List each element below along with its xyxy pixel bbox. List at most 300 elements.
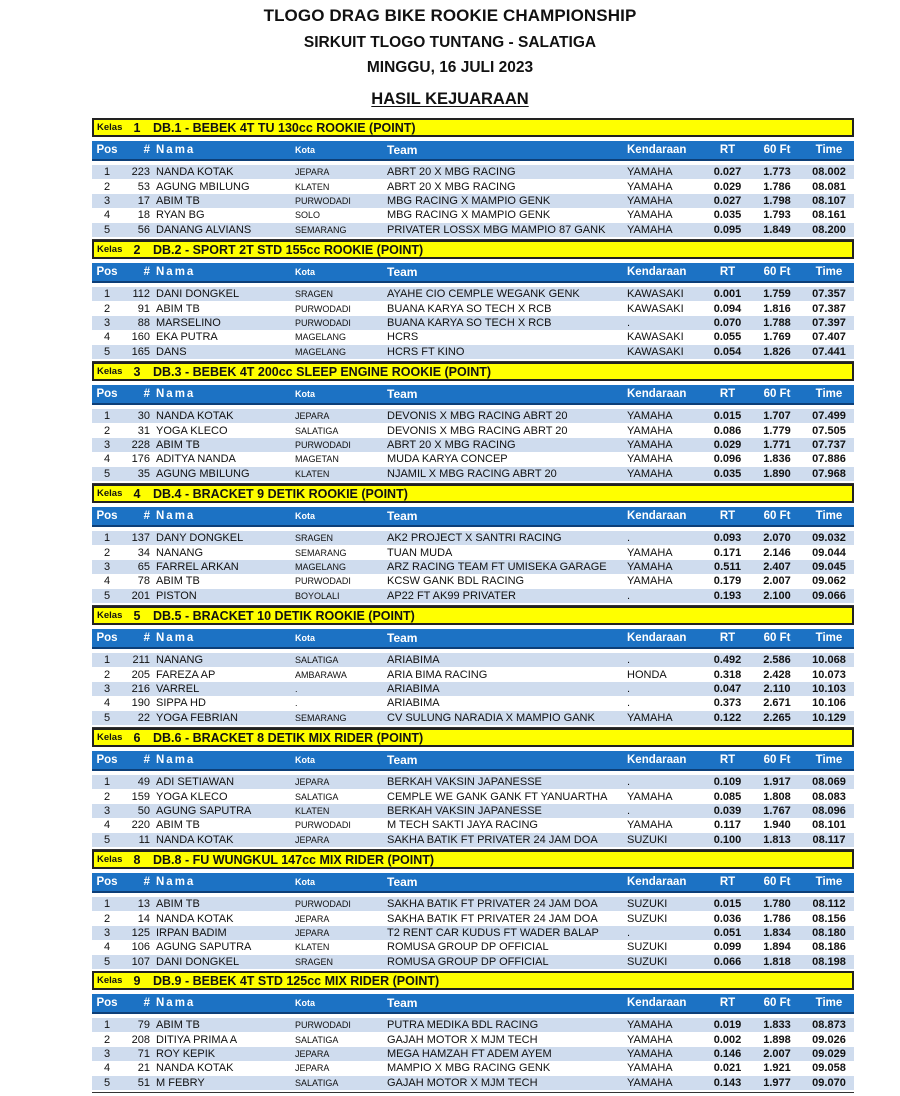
- cell-time: 09.066: [812, 589, 846, 602]
- cell-team: AK2 PROJECT X SANTRI RACING: [387, 532, 562, 545]
- cell-rt: 0.001: [713, 288, 742, 301]
- cell-num: 49: [137, 776, 150, 789]
- cell-num: 228: [131, 438, 150, 451]
- cell-pos: 2: [103, 1033, 111, 1046]
- table-row: [92, 667, 854, 681]
- cell-kendaraan: YAMAHA: [627, 790, 673, 803]
- cell-team: PUTRA MEDIKA BDL RACING: [387, 1019, 539, 1032]
- class-name: DB.3 - BEBEK 4T 200cc SLEEP ENGINE ROOKIE (POINT): [153, 364, 492, 379]
- column-header-pos: Pos: [96, 754, 118, 766]
- cell-pos: 5: [103, 467, 111, 480]
- cell-ft60: 1.769: [763, 331, 791, 344]
- column-header-num: #: [143, 388, 150, 400]
- table-row: [92, 589, 854, 603]
- cell-ft60: 1.890: [763, 467, 791, 480]
- cell-kota: KLATEN: [295, 468, 330, 479]
- cell-time: 10.129: [812, 711, 846, 724]
- column-header-ft60: 60 Ft: [763, 997, 791, 1009]
- cell-team: AYAHE CIO CEMPLE WEGANK GENK: [387, 288, 580, 301]
- cell-kota: JEPARA: [295, 411, 330, 422]
- cell-time: 08.180: [812, 926, 846, 939]
- cell-rt: 0.086: [713, 424, 742, 437]
- table-row: [92, 696, 854, 710]
- cell-kota: SALATIGA: [295, 425, 339, 436]
- cell-team: DEVONIS X MBG RACING ABRT 20: [387, 424, 568, 437]
- cell-kendaraan: YAMAHA: [627, 453, 673, 466]
- cell-nama: ROY KEPIK: [156, 1047, 216, 1060]
- column-header-time: Time: [815, 144, 843, 156]
- cell-ft60: 2.070: [763, 532, 791, 545]
- class-name: DB.6 - BRACKET 8 DETIK MIX RIDER (POINT): [153, 730, 424, 745]
- cell-time: 08.069: [812, 776, 846, 789]
- cell-nama: NANDA KOTAK: [156, 833, 234, 846]
- cell-team: BERKAH VAKSIN JAPANESSE: [387, 804, 542, 817]
- cell-kendaraan: KAWASAKI: [627, 345, 684, 358]
- cell-kendaraan: SUZUKI: [627, 955, 668, 968]
- kelas-label: Kelas: [97, 122, 123, 133]
- cell-num: 56: [137, 223, 150, 236]
- cell-kendaraan: YAMAHA: [627, 1076, 673, 1089]
- cell-nama: NANANG: [156, 654, 204, 667]
- cell-kota: .: [295, 683, 298, 694]
- cell-nama: ABIM TB: [156, 438, 200, 451]
- column-header-pos: Pos: [96, 266, 118, 278]
- column-header-kota: Kota: [295, 267, 315, 277]
- cell-ft60: 1.779: [763, 424, 791, 437]
- cell-time: 08.112: [812, 898, 846, 911]
- cell-num: 165: [131, 345, 150, 358]
- cell-kota: PURWODADI: [295, 576, 351, 587]
- cell-rt: 0.054: [713, 345, 742, 358]
- cell-pos: 5: [103, 589, 111, 602]
- table-row: [92, 1018, 854, 1032]
- cell-num: 201: [131, 589, 150, 602]
- cell-rt: 0.085: [713, 790, 742, 803]
- column-header-kendaraan: Kendaraan: [627, 876, 687, 888]
- cell-num: 50: [137, 804, 150, 817]
- cell-kota: SOLO: [295, 210, 321, 221]
- kelas-label: Kelas: [97, 732, 123, 743]
- column-header-num: #: [143, 266, 150, 278]
- cell-nama: VARREL: [156, 682, 200, 695]
- table-row: [92, 833, 854, 847]
- cell-kota: SEMARANG: [295, 547, 347, 558]
- column-header-kendaraan: Kendaraan: [627, 144, 687, 156]
- cell-kendaraan: .: [627, 316, 631, 329]
- cell-kota: PURWODADI: [295, 317, 351, 328]
- table-row: [92, 301, 854, 315]
- cell-kota: MAGELANG: [295, 561, 347, 572]
- cell-num: 176: [131, 453, 150, 466]
- cell-num: 220: [131, 819, 150, 832]
- cell-ft60: 2.407: [763, 560, 791, 573]
- kelas-label: Kelas: [97, 366, 123, 377]
- class-section: [92, 728, 854, 850]
- table-body: [92, 1018, 854, 1093]
- cell-num: 112: [132, 288, 150, 301]
- cell-pos: 5: [103, 345, 111, 358]
- column-header-rt: RT: [719, 997, 736, 1009]
- cell-ft60: 2.007: [763, 1047, 791, 1060]
- class-number: 4: [133, 486, 141, 501]
- cell-pos: 3: [103, 1047, 111, 1060]
- column-header-rt: RT: [719, 876, 736, 888]
- cell-rt: 0.019: [713, 1019, 742, 1032]
- cell-rt: 0.036: [713, 912, 742, 925]
- cell-kota: MAGETAN: [295, 454, 339, 465]
- cell-team: ABRT 20 X MBG RACING: [387, 180, 516, 193]
- cell-team: ROMUSA GROUP DP OFFICIAL: [387, 955, 549, 968]
- cell-ft60: 1.793: [763, 209, 791, 222]
- cell-kota: SRAGEN: [295, 956, 334, 967]
- cell-num: 34: [137, 546, 150, 559]
- cell-rt: 0.193: [713, 589, 742, 602]
- column-header-num: #: [143, 510, 150, 522]
- cell-time: 10.073: [812, 668, 846, 681]
- cell-time: 07.441: [812, 345, 846, 358]
- cell-pos: 1: [103, 1019, 111, 1032]
- cell-ft60: 1.780: [763, 898, 791, 911]
- table-row: [92, 208, 854, 222]
- cell-nama: DANANG ALVIANS: [156, 223, 252, 236]
- cell-team: ARZ RACING TEAM FT UMISEKA GARAGE: [387, 560, 607, 573]
- cell-team: CEMPLE WE GANK GANK FT YANUARTHA: [387, 790, 608, 803]
- cell-time: 09.062: [812, 575, 846, 588]
- cell-ft60: 1.767: [763, 804, 791, 817]
- cell-pos: 3: [103, 194, 111, 207]
- cell-nama: AGUNG MBILUNG: [156, 467, 250, 480]
- cell-pos: 5: [103, 1076, 111, 1089]
- cell-kendaraan: YAMAHA: [627, 546, 673, 559]
- cell-ft60: 2.110: [763, 682, 791, 695]
- table-row: [92, 804, 854, 818]
- column-header-nama: Nama: [156, 266, 196, 278]
- cell-nama: AGUNG SAPUTRA: [156, 941, 252, 954]
- cell-nama: PISTON: [156, 589, 197, 602]
- cell-kota: JEPARA: [295, 777, 330, 788]
- class-section: [92, 484, 854, 606]
- column-header-pos: Pos: [96, 388, 118, 400]
- cell-rt: 0.027: [713, 166, 742, 179]
- cell-num: 190: [131, 697, 150, 710]
- cell-kendaraan: YAMAHA: [627, 410, 673, 423]
- table-row: [92, 165, 854, 179]
- column-header-kota: Kota: [295, 511, 315, 521]
- table-header: [92, 385, 854, 405]
- table-body: [92, 409, 854, 484]
- table-header: [92, 994, 854, 1014]
- cell-time: 08.156: [812, 912, 846, 925]
- cell-time: 07.737: [812, 438, 846, 451]
- cell-team: CV SULUNG NARADIA X MAMPIO GANK: [387, 711, 595, 724]
- column-header-time: Time: [815, 510, 843, 522]
- cell-num: 18: [137, 209, 150, 222]
- cell-time: 08.200: [812, 223, 846, 236]
- cell-time: 08.186: [812, 941, 846, 954]
- cell-nama: NANANG: [156, 546, 204, 559]
- cell-rt: 0.109: [713, 776, 742, 789]
- column-header-nama: Nama: [156, 510, 196, 522]
- column-header-rt: RT: [719, 510, 736, 522]
- column-header-kota: Kota: [295, 755, 315, 765]
- cell-rt: 0.096: [713, 453, 742, 466]
- cell-nama: ABIM TB: [156, 898, 200, 911]
- cell-ft60: 1.849: [763, 223, 791, 236]
- column-header-pos: Pos: [96, 632, 118, 644]
- cell-rt: 0.117: [714, 819, 741, 832]
- cell-kendaraan: .: [627, 589, 631, 602]
- cell-time: 08.161: [812, 209, 846, 222]
- cell-pos: 1: [103, 532, 111, 545]
- cell-team: SAKHA BATIK FT PRIVATER 24 JAM DOA: [387, 833, 598, 846]
- cell-kendaraan: HONDA: [627, 668, 667, 681]
- cell-kota: MAGELANG: [295, 346, 347, 357]
- cell-num: 22: [137, 711, 150, 724]
- table-row: [92, 911, 854, 925]
- table-row: [92, 818, 854, 832]
- cell-num: 208: [131, 1033, 150, 1046]
- cell-nama: ABIM TB: [156, 575, 200, 588]
- column-header-team: Team: [387, 387, 418, 401]
- cell-kota: BOYOLALI: [295, 590, 340, 601]
- column-header-nama: Nama: [156, 876, 196, 888]
- class-section: [92, 118, 854, 240]
- column-header-kendaraan: Kendaraan: [627, 510, 687, 522]
- cell-ft60: 1.834: [763, 926, 791, 939]
- cell-num: 65: [137, 560, 150, 573]
- cell-kota: SALATIGA: [295, 1034, 339, 1045]
- column-header-rt: RT: [719, 266, 736, 278]
- cell-pos: 1: [103, 776, 111, 789]
- column-header-ft60: 60 Ft: [763, 876, 791, 888]
- column-header-kendaraan: Kendaraan: [627, 388, 687, 400]
- column-header-rt: RT: [719, 754, 736, 766]
- cell-nama: AGUNG SAPUTRA: [156, 804, 252, 817]
- column-header-team: Team: [387, 265, 418, 279]
- cell-pos: 2: [103, 668, 111, 681]
- cell-ft60: 1.818: [763, 955, 791, 968]
- cell-team: DEVONIS X MBG RACING ABRT 20: [387, 410, 568, 423]
- cell-nama: MARSELINO: [156, 316, 221, 329]
- cell-rt: 0.039: [713, 804, 742, 817]
- event-date: MINGGU, 16 JULI 2023: [366, 59, 534, 76]
- class-section: [92, 240, 854, 362]
- column-header-nama: Nama: [156, 388, 196, 400]
- cell-time: 09.032: [812, 532, 846, 545]
- cell-kendaraan: YAMAHA: [627, 1047, 673, 1060]
- cell-nama: NANDA KOTAK: [156, 912, 234, 925]
- cell-kendaraan: YAMAHA: [627, 209, 673, 222]
- column-header-rt: RT: [719, 388, 736, 400]
- class-section: [92, 606, 854, 728]
- cell-team: M TECH SAKTI JAYA RACING: [387, 819, 538, 832]
- column-header-nama: Nama: [156, 632, 196, 644]
- cell-pos: 3: [103, 926, 111, 939]
- cell-ft60: 1.798: [763, 194, 791, 207]
- column-header-time: Time: [815, 266, 843, 278]
- column-header-pos: Pos: [96, 876, 118, 888]
- cell-ft60: 2.265: [763, 711, 791, 724]
- cell-pos: 3: [103, 438, 111, 451]
- cell-time: 07.387: [812, 302, 846, 315]
- class-title-bar: [92, 850, 854, 869]
- cell-rt: 0.511: [714, 560, 741, 573]
- cell-team: ABRT 20 X MBG RACING: [387, 166, 516, 179]
- class-title-bar: [92, 118, 854, 137]
- column-header-num: #: [143, 632, 150, 644]
- table-row: [92, 194, 854, 208]
- cell-pos: 2: [103, 912, 111, 925]
- cell-nama: ABIM TB: [156, 1019, 200, 1032]
- table-header: [92, 751, 854, 771]
- table-row: [92, 438, 854, 452]
- column-header-team: Team: [387, 509, 418, 523]
- results-heading-text: HASIL KEJUARAAN: [371, 90, 529, 108]
- cell-kendaraan: SUZUKI: [627, 833, 668, 846]
- cell-kendaraan: SUZUKI: [627, 941, 668, 954]
- class-name: DB.9 - BEBEK 4T STD 125cc MIX RIDER (POINT): [153, 973, 440, 988]
- cell-rt: 0.047: [713, 682, 742, 695]
- table-row: [92, 574, 854, 588]
- column-header-time: Time: [815, 997, 843, 1009]
- cell-num: 31: [137, 424, 150, 437]
- cell-nama: M FEBRY: [156, 1076, 205, 1089]
- cell-team: ABRT 20 X MBG RACING: [387, 438, 516, 451]
- column-header-team: Team: [387, 875, 418, 889]
- column-header-kota: Kota: [295, 389, 315, 399]
- cell-nama: ADI SETIAWAN: [156, 776, 235, 789]
- column-header-nama: Nama: [156, 144, 196, 156]
- kelas-label: Kelas: [97, 610, 123, 621]
- cell-num: 223: [131, 166, 150, 179]
- cell-rt: 0.099: [713, 941, 742, 954]
- cell-rt: 0.015: [713, 410, 742, 423]
- cell-kendaraan: YAMAHA: [627, 223, 673, 236]
- column-header-pos: Pos: [96, 144, 118, 156]
- table-row: [92, 1061, 854, 1075]
- cell-num: 160: [131, 331, 150, 344]
- cell-rt: 0.029: [713, 438, 742, 451]
- cell-team: ARIABIMA: [387, 654, 440, 667]
- cell-kota: JEPARA: [295, 167, 330, 178]
- cell-kendaraan: .: [627, 697, 631, 710]
- column-header-ft60: 60 Ft: [763, 632, 791, 644]
- cell-ft60: 1.786: [763, 912, 791, 925]
- column-header-time: Time: [815, 876, 843, 888]
- cell-pos: 5: [103, 223, 111, 236]
- table-row: [92, 940, 854, 954]
- cell-nama: DANY DONGKEL: [156, 532, 244, 545]
- cell-kota: SRAGEN: [295, 533, 334, 544]
- cell-kendaraan: YAMAHA: [627, 711, 673, 724]
- cell-team: MBG RACING X MAMPIO GENK: [387, 194, 551, 207]
- cell-pos: 4: [103, 819, 111, 832]
- cell-ft60: 2.007: [763, 575, 791, 588]
- cell-team: ARIABIMA: [387, 682, 440, 695]
- class-number: 5: [133, 608, 141, 623]
- cell-num: 79: [137, 1019, 150, 1032]
- column-header-num: #: [143, 876, 150, 888]
- cell-nama: ABIM TB: [156, 819, 200, 832]
- class-number: 1: [133, 120, 141, 135]
- cell-nama: FARREL ARKAN: [156, 560, 239, 573]
- cell-team: GAJAH MOTOR X MJM TECH: [387, 1033, 538, 1046]
- cell-kendaraan: YAMAHA: [627, 467, 673, 480]
- class-title-bar: [92, 971, 854, 990]
- cell-rt: 0.318: [713, 668, 742, 681]
- column-header-kota: Kota: [295, 998, 315, 1008]
- cell-rt: 0.035: [713, 467, 742, 480]
- cell-ft60: 1.921: [763, 1062, 791, 1075]
- cell-pos: 4: [103, 1062, 111, 1075]
- cell-time: 09.044: [812, 546, 846, 559]
- table-row: [92, 775, 854, 789]
- cell-rt: 0.093: [713, 532, 742, 545]
- cell-pos: 1: [103, 288, 111, 301]
- cell-ft60: 1.836: [763, 453, 791, 466]
- cell-num: 13: [137, 898, 150, 911]
- cell-ft60: 1.773: [763, 166, 791, 179]
- cell-time: 08.117: [812, 833, 846, 846]
- class-title-bar: [92, 484, 854, 503]
- column-header-kota: Kota: [295, 145, 315, 155]
- cell-nama: FAREZA AP: [156, 668, 216, 681]
- table-row: [92, 287, 854, 301]
- column-header-ft60: 60 Ft: [763, 510, 791, 522]
- cell-rt: 0.066: [713, 955, 742, 968]
- cell-kendaraan: YAMAHA: [627, 1019, 673, 1032]
- kelas-label: Kelas: [97, 488, 123, 499]
- cell-kota: SALATIGA: [295, 1077, 339, 1088]
- table-body: [92, 531, 854, 606]
- table-header: [92, 141, 854, 161]
- table-row: [92, 1047, 854, 1061]
- cell-num: 205: [131, 668, 150, 681]
- cell-nama: ABIM TB: [156, 194, 200, 207]
- cell-kendaraan: KAWASAKI: [627, 331, 684, 344]
- cell-kota: SALATIGA: [295, 791, 339, 802]
- cell-num: 91: [137, 302, 150, 315]
- cell-team: BERKAH VAKSIN JAPANESSE: [387, 776, 542, 789]
- table-row: [92, 955, 854, 969]
- column-header-num: #: [143, 997, 150, 1009]
- table-row: [92, 926, 854, 940]
- cell-team: SAKHA BATIK FT PRIVATER 24 JAM DOA: [387, 912, 598, 925]
- cell-rt: 0.094: [713, 302, 742, 315]
- cell-team: KCSW GANK BDL RACING: [387, 575, 525, 588]
- event-title: TLOGO DRAG BIKE ROOKIE CHAMPIONSHIP: [263, 6, 637, 25]
- cell-team: PRIVATER LOSSX MBG MAMPIO 87 GANK: [387, 223, 606, 236]
- cell-pos: 4: [103, 453, 111, 466]
- cell-rt: 0.143: [713, 1076, 742, 1089]
- cell-ft60: 1.759: [763, 288, 791, 301]
- column-header-time: Time: [815, 632, 843, 644]
- column-header-team: Team: [387, 996, 418, 1010]
- class-title-bar: [92, 362, 854, 381]
- cell-ft60: 1.833: [763, 1019, 791, 1032]
- cell-nama: DITIYA PRIMA A: [156, 1033, 238, 1046]
- cell-time: 09.026: [812, 1033, 846, 1046]
- cell-nama: NANDA KOTAK: [156, 410, 234, 423]
- cell-kendaraan: .: [627, 682, 631, 695]
- cell-nama: SIPPA HD: [156, 697, 206, 710]
- cell-kendaraan: .: [627, 654, 631, 667]
- cell-kendaraan: YAMAHA: [627, 438, 673, 451]
- cell-pos: 1: [103, 410, 111, 423]
- cell-num: 30: [137, 410, 150, 423]
- cell-pos: 2: [103, 180, 111, 193]
- class-title-bar: [92, 728, 854, 747]
